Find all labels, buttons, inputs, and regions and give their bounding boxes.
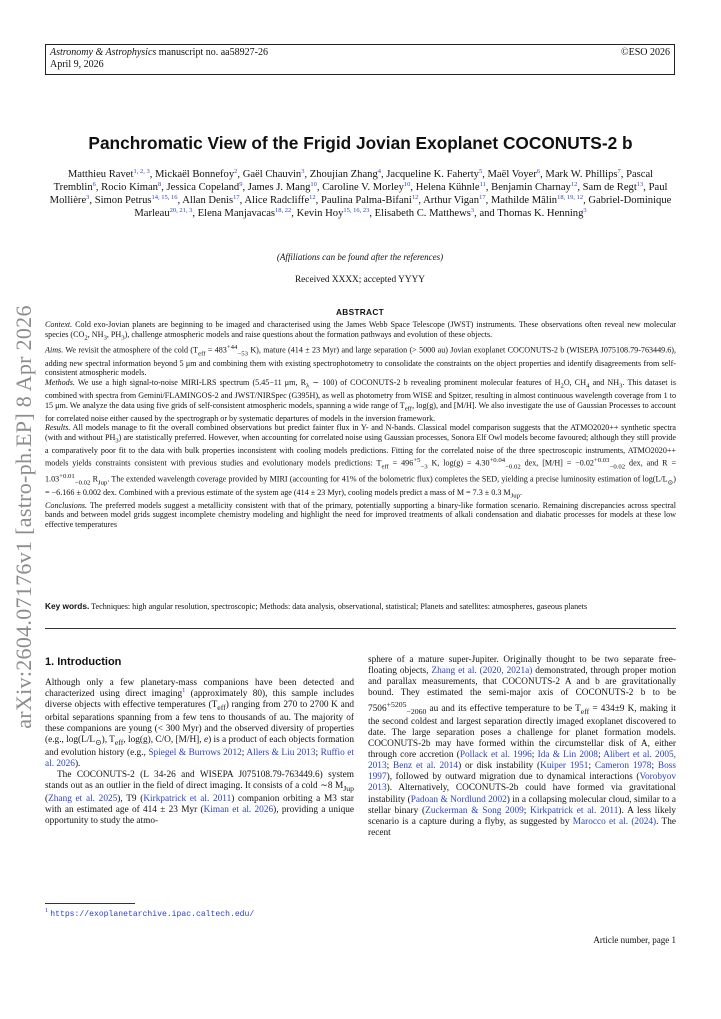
footnote-link[interactable]: https://exoplanetarchive.ipac.caltech.edu/ xyxy=(50,910,255,919)
paragraph: The COCONUTS-2 (L 34-26 and WISEPA J075108.79-763449.6) system stands out as an outlier in the field of direct imaging. It consists of a cold ∼8 $M_{Jup}$ (Zhang et al. 2025), T9 (Kirkpatrick et al. 2011) companion orbiting a M3 star with an estimated age of 414 ± 23 Myr (Kiman et al. 2026), providing a unique opportunity to study the atmo- xyxy=(45,770,355,827)
author-list: Matthieu Ravet$^{1, 2, 3}$, Mickaël Bonnefoy$^2$, Gaël Chauvin$^3$, Zhoujian Zhang$^4$, Jacqueline K. Faherty$^5$, Maël Voyer$^6$, Mark W. Phillips$^7$, Pascal Tremblin$^6$, Rocio Kiman$^8$, Jessica Copeland$^9$, James J. Mang$^{10}$, Caroline V. Morley$^{10}$, Helena Kühnle$^{11}$, Benjamin Charnay$^{12}$, Sam de Regt$^{13}$, Paul Mollière$^3$, Simon Petrus$^{14, 15, 16}$, Allan Denis$^{17}$, Alice Radcliffe$^{12}$, Paulina Palma-Bifani$^{12}$, Arthur Vigan$^{17}$, Mathilde Mâlin$^{18, 19, 12}$, Gabriel-Dominique Marleau$^{20, 21, 3}$, Elena Manjavacas$^{18, 22}$, Kevin Hoy$^{15, 16, 23}$, Elisabeth C. Matthews$^3$, and Thomas K. Henning$^3$ xyxy=(49,168,672,219)
section-divider xyxy=(45,628,676,629)
received-line: Received XXXX; accepted YYYY xyxy=(294,275,426,285)
manuscript-header xyxy=(45,44,675,75)
paragraph: Although only a few planetary-mass companions have been detected and characterized using direct imaging$^1$ (approximately 80), this sample includes diverse objects with effective temperatures $(T_{eff})$ ranging from 270 to 2700 K and orbital separations spanning from a few tens to thousands of au. The majority of these companions are young (< 300 Myr) and the observed diversity of properties (e.g., $\log(L/L_⊙)$, $T_{eff}$, log(g), C/O, [M/H], e) is a product of each objects formation and evolution history (e.g., Spiegel & Burrows 2012; Allers & Liu 2013; Ruffio et al. 2026). xyxy=(45,678,354,770)
abstract-conclusions: Conclusions. The preferred models suggest a metallicity consistent with that of the primary, potentially supporting a binary-like formation scenario. Remaining discrepancies across spectral bands and between model grids suggest incomplete chemistry modeling and highlight the need for improved treatments of alkali condensation and diabatic processes for models at these low effective temperatures xyxy=(45,500,676,530)
section-heading-introduction: 1. Introduction xyxy=(45,656,122,668)
paragraph: sphere of a mature super-Jupiter. Originally thought to be two separate free-floating objects, Zhang et al. (2020, 2021a) demonstrated, through proper motion and parallax measurements, that COCONUTS-2 A and b are gravitationally bound. They estimated the semi-major axis of COCONUTS-2 b to be $7506^{+5205}_{-2060}$ au and its effective temperature to be $T_{eff} = 434\pm 9$ K, making it the second coldest and largest separation directly imaged exoplanet discovered to date. The large separation poses a challenge for planet formation models. COCONUTS-2b may have formed within the circumstellar disk of A, either through core accretion (Pollack et al. 1996; Ida & Lin 2008; Alibert et al. 2005, 2013; Benz et al. 2014) or disk instability (Kuiper 1951; Cameron 1978; Boss 1997), followed by outward migration due to dynamical interactions (Vorobyov 2013). Alternatively, COCONUTS-2b could have formed via gravitational instability (Padoan & Nordlund 2002) in a collapsing molecular cloud, similar to a stellar binary (Zuckerman & Song 2009; Kirkpatrick et al. 2011). A less likely scenario is a capture during a flyby, as suggested by Marocco et al. (2024). The recent xyxy=(368,655,677,838)
keywords xyxy=(45,602,676,612)
abstract-body xyxy=(45,320,676,530)
journal-name: Astronomy & Astrophysics xyxy=(50,47,157,58)
manuscript-date: April 9, 2026 xyxy=(50,59,104,70)
paper-title: Panchromatic View of the Frigid Jovian Exoplanet COCONUTS-2 b xyxy=(88,133,633,153)
footnote-divider xyxy=(45,903,135,904)
footnote xyxy=(45,909,254,920)
abstract-context: Context. Cold exo-Jovian planets are beginning to be imaged and characterised using the James Webb Space Telescope (JWST) instruments. These observations often reveal new molecular species ($CO_2$, $NH_3$, $PH_3$), challenge atmospheric models and raise questions about the formation pathways and evolution of these objects. xyxy=(45,320,676,342)
footnote-number: 1 xyxy=(45,907,49,914)
abstract-results: Results. All models manage to fit the overall combined observations but predict fainter flux in Y- and N-bands. Classical model comparison suggests that the ATMO2020++ synthetic spectra (with and without $PH_3$) are statistically preferred. However, when accounting for correlated noise using Gaussian processes, Sonora Elf Owl models become favoured; although they still provide a comparatively poor fit to the data with bulk properties inconsistent with cooling models predictions. Fitting for the correlated noise of the three spectroscopic instruments, ATMO2020++ models yields constraints consistent with previous studies and evolutionary models predictions: $T_{eff} = 496^{+5}_{-3}$ K, $\log(g) = 4.30^{+0.04}_{-0.02}$ dex, $[M/H] = -0.02^{+0.03}_{-0.02}$ dex, and $R = 1.03^{+0.01}_{-0.02}$ $R_{Jup}$. The extended wavelength coverage provided by MIRI (accounting for 41% of the bolometric flux) completes the SED, yielding a precise luminosity estimation of $\log(L/L_⊙) = -6.166 \pm 0.002$ dex. Combined with a previous estimate of the system age (414 ± 23 Myr), cooling models predict a mass of M = 7.3 ± 0.3 $M_{Jup}$. xyxy=(45,423,677,500)
affiliations-note: (Affiliations can be found after the references) xyxy=(276,252,444,262)
arxiv-identifier: arXiv:2604.07176v1 [astro-ph.EP] 8 Apr 2026 xyxy=(11,305,36,729)
page-footer: Article number, page 1 xyxy=(593,935,676,945)
abstract-aims: Aims. We revisit the atmosphere of the cold ($T_{eff} = 483^{+44}_{-53}$ K), mature (414 ± 23 Myr) and large separation (> 5000 au) Jovian exoplanet COCONUTS-2 b (WISEPA J075108.79-763449.6), adding new spectral information beyond 5 μm and combining them with existing spectrophotometry to consolidate the constraints on the object properties and identify disagreements from self-consistent atmospheric models. xyxy=(45,343,676,378)
right-column-text xyxy=(368,655,676,839)
left-column-text xyxy=(45,678,354,827)
copyright: ©ESO 2026 xyxy=(621,47,670,58)
keywords-text: Techniques: high angular resolution, spectroscopic; Methods: data analysis, observational, statistical; Planets and satellites: atmospheres, gaseous planets xyxy=(91,602,588,611)
abstract-methods: Methods. We use a high signal-to-noise MIRI-LRS spectrum (5.45−11 μm, $R_\lambda$ ∼ 100) of COCONUTS-2 b revealing prominent molecular features of $H_2O$, $CH_4$ and $NH_3$. This dataset is combined with spectra from Gemini/FLAMINGOS-2 and JWST/NIRSpec (G395H), as well as photometry from WISE and Spitzer, resulting in almost continuous wavelength coverage from 1 to 15 μm. We analyze the data using five grids of self-consistent atmospheric models, spanning a wide range of $T_{eff}$, log(g), and [M/H]. We also investigate the use of Gaussian Processes to account for correlated noise either caused by the spectrograph or by systematic departures of models in the inversion framework. xyxy=(45,377,676,423)
manuscript-number: manuscript no. aa58927-26 xyxy=(158,47,268,58)
keywords-label: Key words. xyxy=(45,601,90,611)
abstract-heading: ABSTRACT xyxy=(335,307,385,317)
